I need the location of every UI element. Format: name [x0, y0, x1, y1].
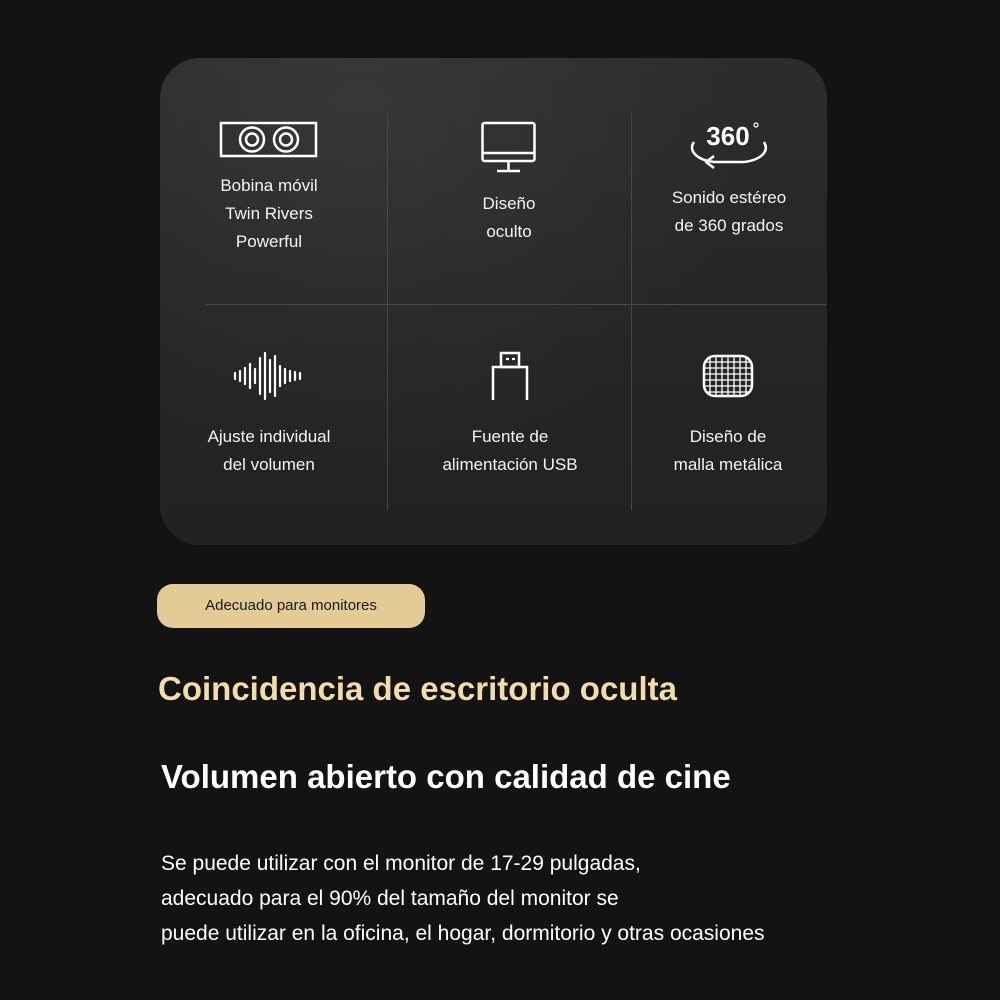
twin-speaker-icon — [219, 120, 319, 160]
features-panel — [160, 58, 827, 545]
feature-volume-adjust — [160, 350, 379, 479]
sound-wave-icon — [232, 350, 306, 402]
description-text — [161, 846, 765, 951]
grid-divider-vertical-left — [387, 113, 388, 510]
feature-twin-coil — [160, 120, 379, 256]
description-line: puede utilizar en la oficina, el hogar, dormitorio y otras ocasiones — [161, 922, 765, 945]
description-line: adecuado para el 90% del tamaño del monitor se — [161, 887, 619, 910]
360-rotation-icon — [684, 116, 774, 172]
feature-label: Bobina móvil Twin Rivers Powerful — [220, 176, 318, 251]
feature-metal-mesh — [618, 350, 827, 479]
feature-usb-power — [400, 350, 620, 479]
feature-label: Sonido estéreo de 360 grados — [671, 188, 787, 235]
section-subheading: Volumen abierto con calidad de cine — [161, 758, 731, 795]
grid-divider-horizontal — [206, 304, 826, 305]
feature-label: Ajuste individual del volumen — [207, 427, 331, 474]
metal-mesh-icon — [700, 350, 756, 402]
feature-label: Diseño oculto — [482, 194, 536, 241]
360-icon-text: 360 — [706, 121, 750, 151]
feature-label: Fuente de alimentación USB — [442, 427, 578, 474]
usb-plug-icon — [487, 350, 533, 402]
section-heading: Coincidencia de escritorio oculta — [158, 670, 677, 707]
suitable-for-monitors-badge: Adecuado para monitores — [157, 584, 425, 628]
feature-label: Diseño de malla metálica — [673, 427, 783, 474]
feature-hidden-design — [399, 120, 619, 246]
feature-360-stereo — [619, 116, 827, 240]
monitor-icon — [480, 120, 538, 176]
description-line: Se puede utilizar con el monitor de 17-29 pulgadas, — [161, 852, 641, 875]
